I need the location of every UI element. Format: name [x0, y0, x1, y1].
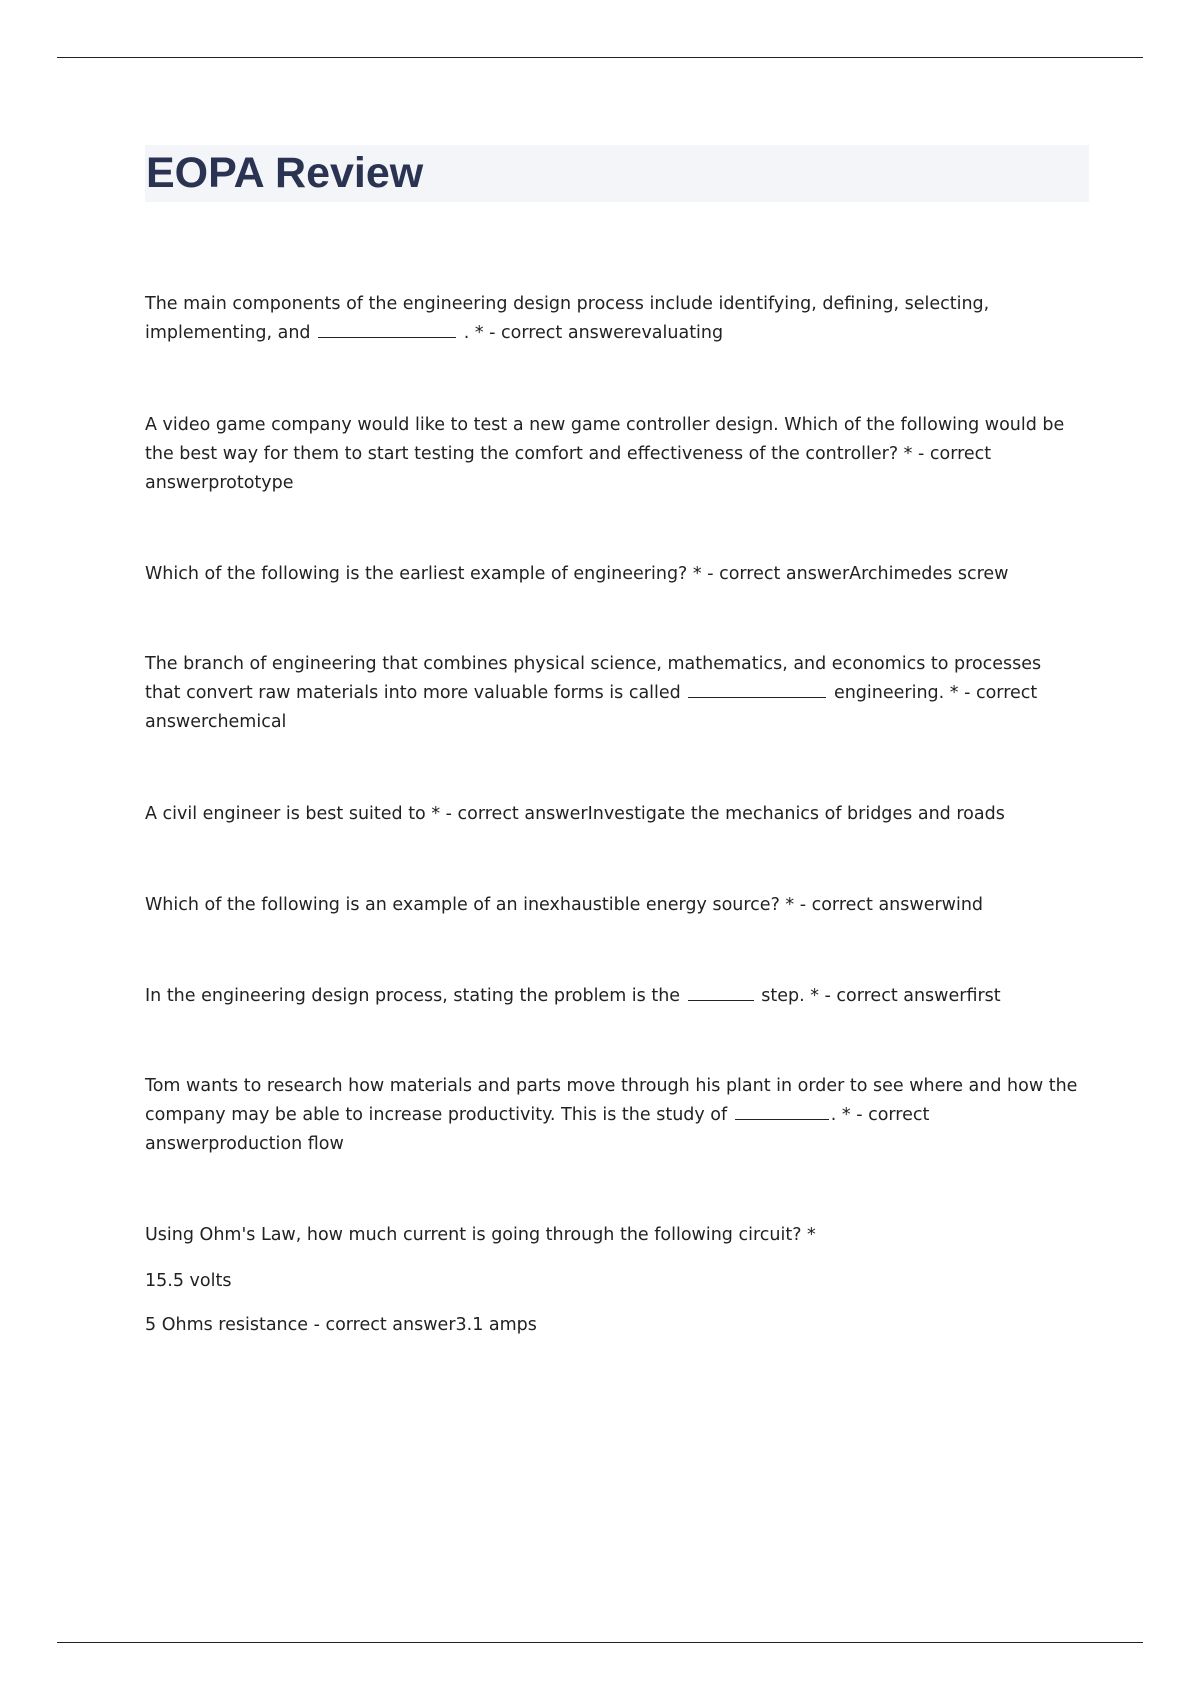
- answer-text: 3.1 amps: [455, 1315, 537, 1335]
- question-text-after: . * - correct answer: [145, 1105, 930, 1154]
- question-text: Which of the following is the earliest example of engineering? * - correct answer: [145, 564, 850, 584]
- question-text: A civil engineer is best suited to * - correct answer: [145, 804, 588, 824]
- question-text-after: step. * - correct answer: [761, 986, 967, 1006]
- answer-text: evaluating: [630, 323, 724, 343]
- qa-item-7: [145, 982, 1080, 1011]
- question-text-after: . * - correct answer: [463, 323, 631, 343]
- header-rule: [57, 57, 1143, 58]
- page-title: EOPA Review: [146, 149, 424, 197]
- qa-item-9-question: Using Ohm's Law, how much current is going through the following circuit? *: [145, 1225, 816, 1245]
- answer-blank: [688, 679, 826, 698]
- footer-rule: [57, 1642, 1143, 1643]
- question-text: A video game company would like to test a new game controller design. Which of the following would be the best way for them to start testing the comfort and effectiveness of the controller? * - correct answer: [145, 415, 1065, 493]
- answer-text: wind: [941, 895, 984, 915]
- question-text-after: engineering. * - correct answer: [145, 683, 1038, 732]
- qa-item-8: [145, 1072, 1080, 1159]
- question-text: The main components of the engineering design process include identifying, defining, selecting, implementing, and: [145, 294, 990, 343]
- question-text: Tom wants to research how materials and parts move through his plant in order to see where and how the company may be able to increase productivity. This is the study of: [145, 1076, 1078, 1125]
- qa-item-3: [145, 560, 1080, 589]
- qa-item-1: [145, 290, 1080, 348]
- answer-text: production flow: [208, 1134, 344, 1154]
- qa-item-9-voltage: 15.5 volts: [145, 1271, 232, 1291]
- answer-blank: [318, 319, 456, 338]
- question-text: Which of the following is an example of an inexhaustible energy source? * - correct answer: [145, 895, 942, 915]
- answer-blank: [735, 1101, 829, 1120]
- answer-text: chemical: [207, 712, 287, 732]
- qa-item-5: [145, 800, 1080, 829]
- answer-text: Archimedes screw: [849, 564, 1009, 584]
- answer-blank: [688, 982, 754, 1001]
- qa-item-6: [145, 891, 1080, 920]
- answer-text: Investigate the mechanics of bridges and roads: [587, 804, 1005, 824]
- question-text: In the engineering design process, stating the problem is the: [145, 986, 681, 1006]
- question-text: The branch of engineering that combines physical science, mathematics, and economics to processes that convert raw materials into more valuable forms is called: [145, 654, 1042, 703]
- answer-text: prototype: [208, 473, 294, 493]
- qa-item-4: [145, 650, 1080, 737]
- answer-text: first: [966, 986, 1001, 1006]
- qa-item-9-resistance: [145, 1311, 537, 1340]
- question-text: 5 Ohms resistance - correct answer: [145, 1315, 456, 1335]
- qa-item-2: [145, 411, 1080, 498]
